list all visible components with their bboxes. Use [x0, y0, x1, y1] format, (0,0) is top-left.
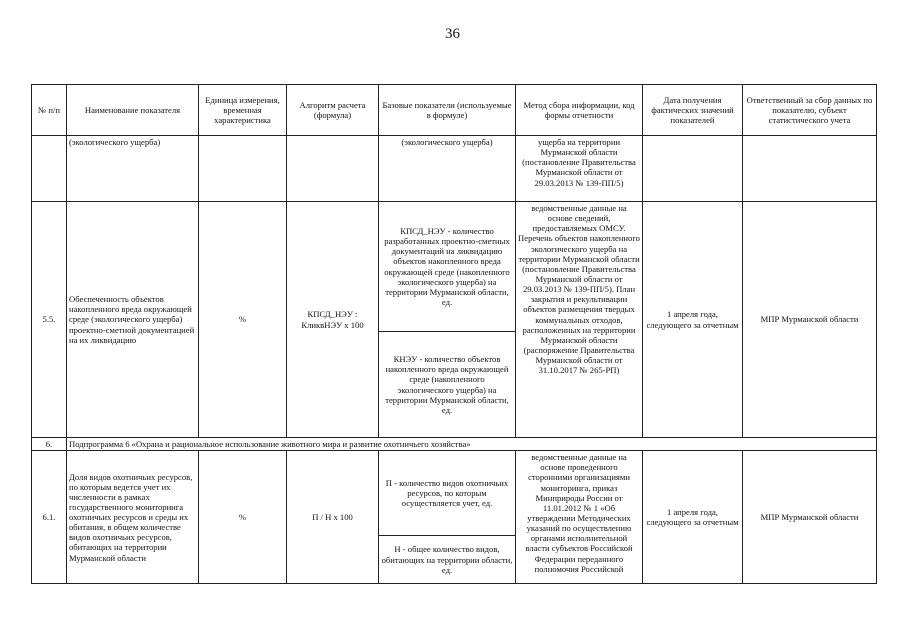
- page-number: 36: [445, 26, 460, 42]
- cell-date: 1 апреля года, следующего за отчетным: [643, 202, 743, 438]
- cell-date: 1 апреля года, следующего за отчетным: [643, 451, 743, 584]
- cell-unit: [199, 136, 287, 202]
- cell-base: (экологического ущерба): [379, 136, 516, 202]
- cell-method: ведомственные данные на основе сведений, предоставляемых ОМСУ. Перечень объектов накопленного экологического ущерба на территории Мурманской области (постановление Правительства Мурманской области от 29.03.2013 № 139-ПП/5). План закрытия и рекультивации объектов размещения твердых коммунальных отходов, расположенных на территории Мурманской области (распоряжение Правительства Мурманской области от 31.10.2017 № 265-РП): [516, 202, 643, 438]
- cell-algorithm: КПСД_НЭУ : КликвНЭУ х 100: [287, 202, 379, 438]
- cell-responsible: МПР Мурманской области: [743, 451, 877, 584]
- cell-num: [32, 136, 67, 202]
- cell-name: Доля видов охотничьих ресурсов, по которым ведется учет их численности в рамках государственного мониторинга охотничьих ресурсов и среды их обитания, в общем количестве видов охотничьих ресурсов, обитающих на территории Мурманской области: [67, 451, 199, 584]
- cell-date: [643, 136, 743, 202]
- header-row: [32, 85, 877, 136]
- table-row-continuation: [32, 136, 877, 202]
- table-row-6-1: [32, 451, 877, 536]
- indicators-table: [31, 84, 877, 584]
- header-responsible: Ответственный за сбор данных по показателю, субъект статистического учета: [743, 85, 877, 136]
- cell-base-2: Н - общее количество видов, обитающих на территории области, ед.: [379, 536, 516, 584]
- header-date: Дата получения фактических значений показателей: [643, 85, 743, 136]
- cell-num: 5.5.: [32, 202, 67, 438]
- table-row-subprogram-6: [32, 438, 877, 451]
- cell-name: (экологического ущерба): [67, 136, 199, 202]
- header-method: Метод сбора информации, код формы отчетности: [516, 85, 643, 136]
- subprogram-title: Подпрограмма 6 «Охрана и рациональное использование животного мира и развитие охотничьего хозяйства»: [67, 438, 877, 451]
- cell-algorithm: П / Н х 100: [287, 451, 379, 584]
- cell-responsible: МПР Мурманской области: [743, 202, 877, 438]
- header-algorithm: Алгоритм расчета (формула): [287, 85, 379, 136]
- cell-base-2: КНЭУ - количество объектов накопленного вреда окружающей среде (накопленного экологического ущерба) на территории Мурманской области, ед.: [379, 332, 516, 438]
- header-name: Наименование показателя: [67, 85, 199, 136]
- table-row-5-5: [32, 202, 877, 332]
- cell-algorithm: [287, 136, 379, 202]
- cell-name: Обеспеченность объектов накопленного вреда окружающей среде (экологического ущерба) проектно-сметной документацией на их ликвидацию: [67, 202, 199, 438]
- cell-unit: %: [199, 451, 287, 584]
- header-unit: Единица измерения, временная характеристика: [199, 85, 287, 136]
- cell-num: 6.: [32, 438, 67, 451]
- header-base: Базовые показатели (используемые в формуле): [379, 85, 516, 136]
- cell-base-1: КПСД_НЭУ - количество разработанных проектно-сметных документаций на ликвидацию объектов накопленного вреда окружающей среде (накопленного экологического ущерба) на территории Мурманской области, ед.: [379, 202, 516, 332]
- cell-unit: %: [199, 202, 287, 438]
- cell-responsible: [743, 136, 877, 202]
- cell-num: 6.1.: [32, 451, 67, 584]
- cell-method: ущерба на территории Мурманской области (постановление Правительства Мурманской области от 29.03.2013 № 139-ПП/5): [516, 136, 643, 202]
- cell-method: ведомственные данные на основе проведенного сторонними организациями мониторинга, приказ Минприроды России от 11.01.2012 № 1 «Об утверждении Методических указаний по осуществлению органами исполнительной власти субъектов Российской Федерации переданного полномочия Российской: [516, 451, 643, 584]
- cell-base-1: П - количество видов охотничьих ресурсов, по которым осуществляется учет, ед.: [379, 451, 516, 536]
- header-num: № п/п: [32, 85, 67, 136]
